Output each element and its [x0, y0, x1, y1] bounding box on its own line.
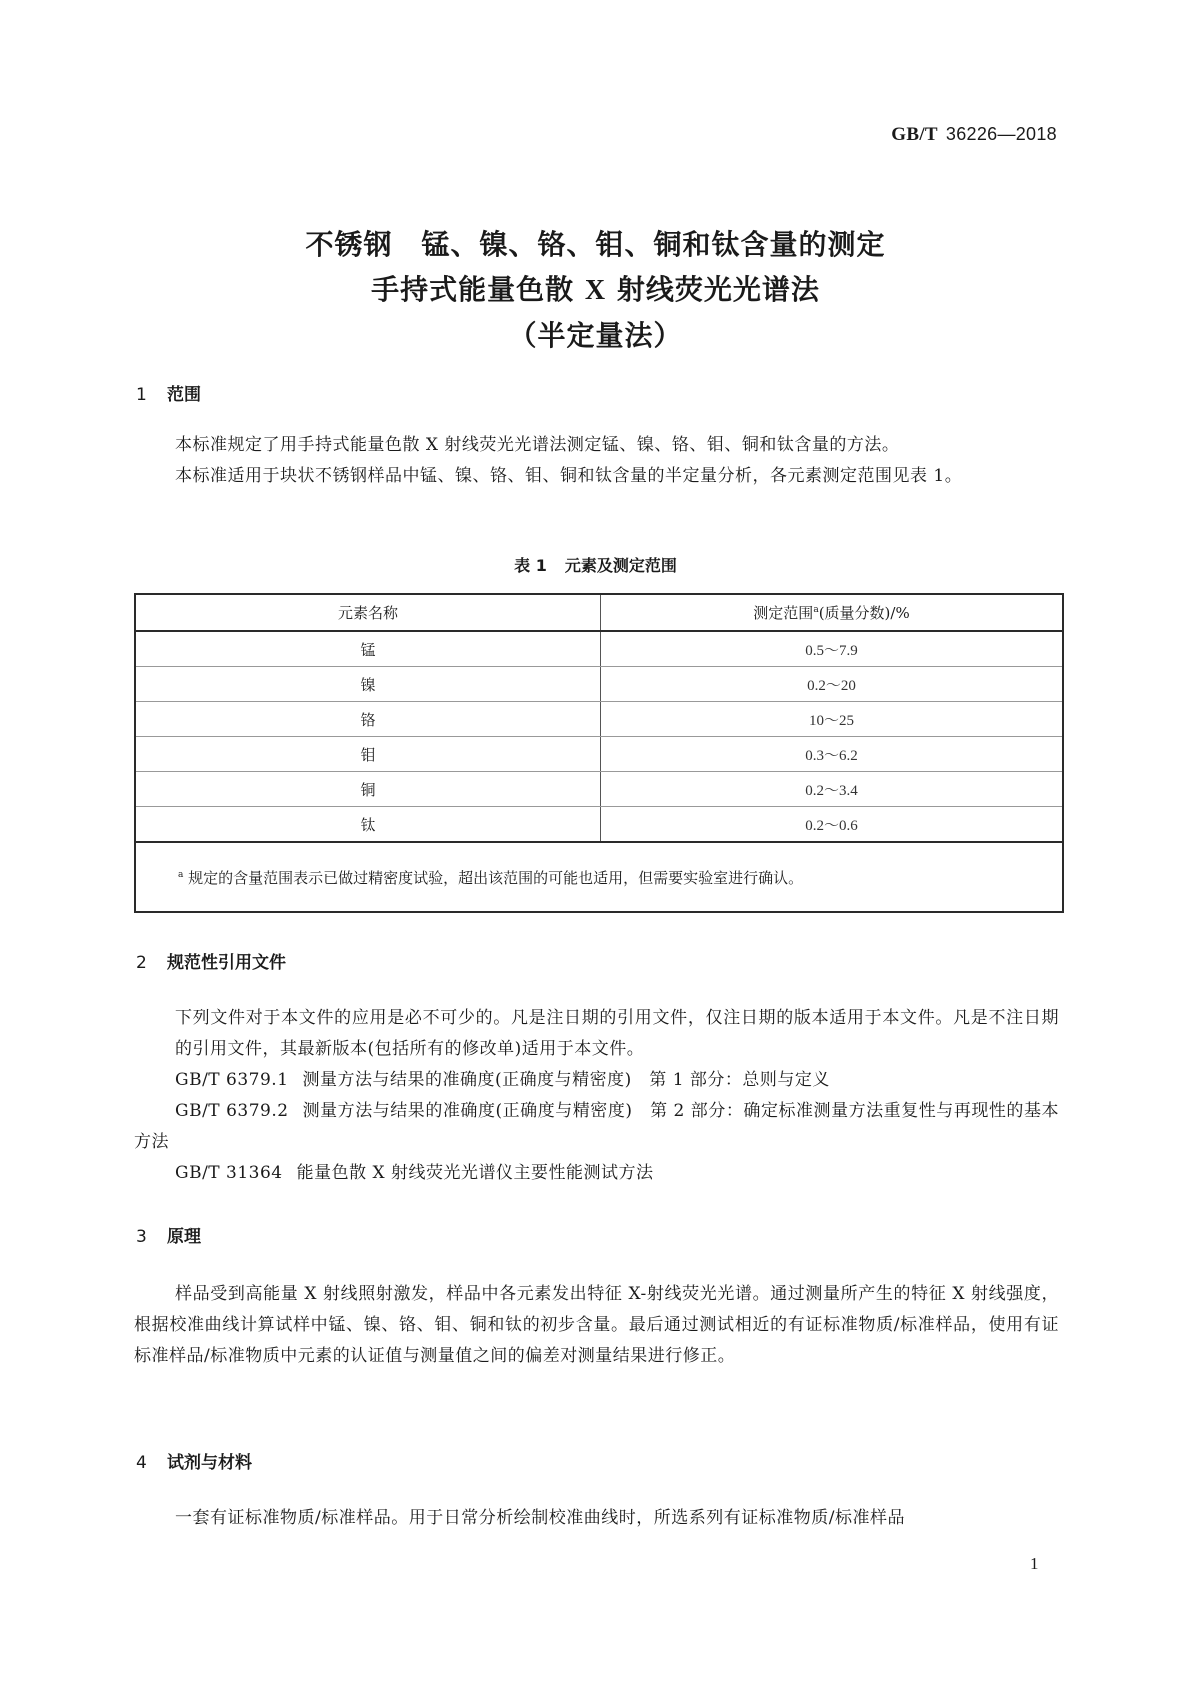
section-2-body — [134, 1003, 1059, 1189]
table-header-row — [135, 594, 1063, 631]
header-range-unit: (质量分数)/% — [818, 604, 910, 622]
table-footnote — [135, 842, 1063, 912]
footnote-marker: a — [178, 869, 184, 880]
section-2-heading — [136, 948, 286, 973]
section-number: 2 — [136, 953, 147, 973]
title-line-2-post: 射线荧光光谱法 — [616, 273, 820, 306]
section-title: 试剂与材料 — [167, 1453, 252, 1473]
section-4-heading — [136, 1448, 252, 1473]
element-cell: 铜 — [135, 772, 601, 807]
range-cell: 10～25 — [601, 702, 1064, 737]
reference-item — [134, 1096, 1059, 1158]
reference-title: 能量色散 X 射线荧光光谱仪主要性能测试方法 — [296, 1163, 654, 1183]
standard-prefix: GB/T — [891, 124, 938, 145]
range-cell: 0.2～0.6 — [601, 807, 1064, 843]
section-4-body — [134, 1503, 1059, 1534]
element-cell: 锰 — [135, 631, 601, 667]
title-line-2-x: X — [584, 275, 607, 306]
element-cell: 镍 — [135, 667, 601, 702]
table-1-caption — [0, 553, 1191, 576]
element-range-table — [134, 593, 1064, 913]
header-element-name: 元素名称 — [135, 594, 601, 631]
paragraph: 下列文件对于本文件的应用是必不可少的。凡是注日期的引用文件，仅注日期的版本适用于本文件。凡是不注日期的引用文件，其最新版本(包括所有的修改单)适用于本文件。 — [175, 1008, 1059, 1059]
reference-code: GB/T 6379.1 — [175, 1070, 289, 1090]
section-number: 4 — [136, 1453, 147, 1473]
page-number: 1 — [1030, 1554, 1039, 1573]
title-line-3: （半定量法） — [508, 319, 683, 352]
range-cell: 0.5～7.9 — [601, 631, 1064, 667]
footnote-marker: a — [813, 605, 819, 615]
section-title: 规范性引用文件 — [167, 953, 286, 973]
element-cell: 钼 — [135, 737, 601, 772]
title-line-1: 不锈钢 锰、镍、铬、钼、铜和钛含量的测定 — [305, 228, 886, 261]
reference-item — [134, 1158, 1059, 1189]
reference-item — [134, 1065, 1059, 1096]
section-number: 1 — [136, 385, 147, 405]
document-title — [0, 222, 1191, 358]
table-row — [135, 702, 1063, 737]
table-row — [135, 737, 1063, 772]
table-caption-number: 表 1 — [514, 556, 547, 575]
paragraph: 本标准适用于块状不锈钢样品中锰、镍、铬、钼、铜和钛含量的半定量分析，各元素测定范围见表 1。 — [175, 466, 963, 486]
standard-number — [891, 124, 1057, 146]
section-title: 范围 — [167, 385, 201, 405]
title-line-2 — [0, 267, 1191, 313]
title-line-2-pre: 手持式能量色散 — [371, 273, 575, 306]
range-cell: 0.2～20 — [601, 667, 1064, 702]
reference-code: GB/T 6379.2 — [175, 1101, 289, 1121]
table-row — [135, 631, 1063, 667]
element-cell: 钛 — [135, 807, 601, 843]
section-3-heading — [136, 1222, 201, 1247]
table-footnote-row — [135, 842, 1063, 912]
footnote-text: 规定的含量范围表示已做过精密度试验，超出该范围的可能也适用，但需要实验室进行确认。 — [188, 868, 804, 887]
section-1-body — [134, 430, 1059, 492]
table-row — [135, 667, 1063, 702]
section-title: 原理 — [167, 1227, 201, 1247]
header-range-label: 测定范围 — [753, 604, 814, 622]
section-1-heading — [136, 380, 201, 405]
reference-code: GB/T 31364 — [175, 1163, 283, 1183]
section-3-body — [134, 1279, 1059, 1372]
table-row — [135, 807, 1063, 843]
range-cell: 0.2～3.4 — [601, 772, 1064, 807]
header-range — [601, 594, 1064, 631]
reference-title: 测量方法与结果的准确度(正确度与精密度) 第 2 部分：确定标准测量方法重复性与再现性的基本方法 — [134, 1101, 1059, 1152]
element-cell: 铬 — [135, 702, 601, 737]
range-cell: 0.3～6.2 — [601, 737, 1064, 772]
paragraph: 本标准规定了用手持式能量色散 X 射线荧光光谱法测定锰、镍、铬、钼、铜和钛含量的方法。 — [175, 435, 900, 455]
section-number: 3 — [136, 1227, 147, 1247]
paragraph: 一套有证标准物质/标准样品。用于日常分析绘制校准曲线时，所选系列有证标准物质/标准样品 — [175, 1508, 905, 1528]
reference-title: 测量方法与结果的准确度(正确度与精密度) 第 1 部分：总则与定义 — [302, 1070, 830, 1090]
standard-code: 36226—2018 — [945, 124, 1057, 144]
paragraph: 样品受到高能量 X 射线照射激发，样品中各元素发出特征 X-射线荧光光谱。通过测量所产生的特征 X 射线强度，根据校准曲线计算试样中锰、镍、铬、钼、铜和钛的初步含量。最后通过测试相近的有证标准物质/标准样品，使用有证标准样品/标准物质中元素的认证值与测量值之间的偏差对测量结果进行修正。 — [134, 1284, 1059, 1366]
table-row — [135, 772, 1063, 807]
table-caption-title: 元素及测定范围 — [564, 556, 677, 575]
